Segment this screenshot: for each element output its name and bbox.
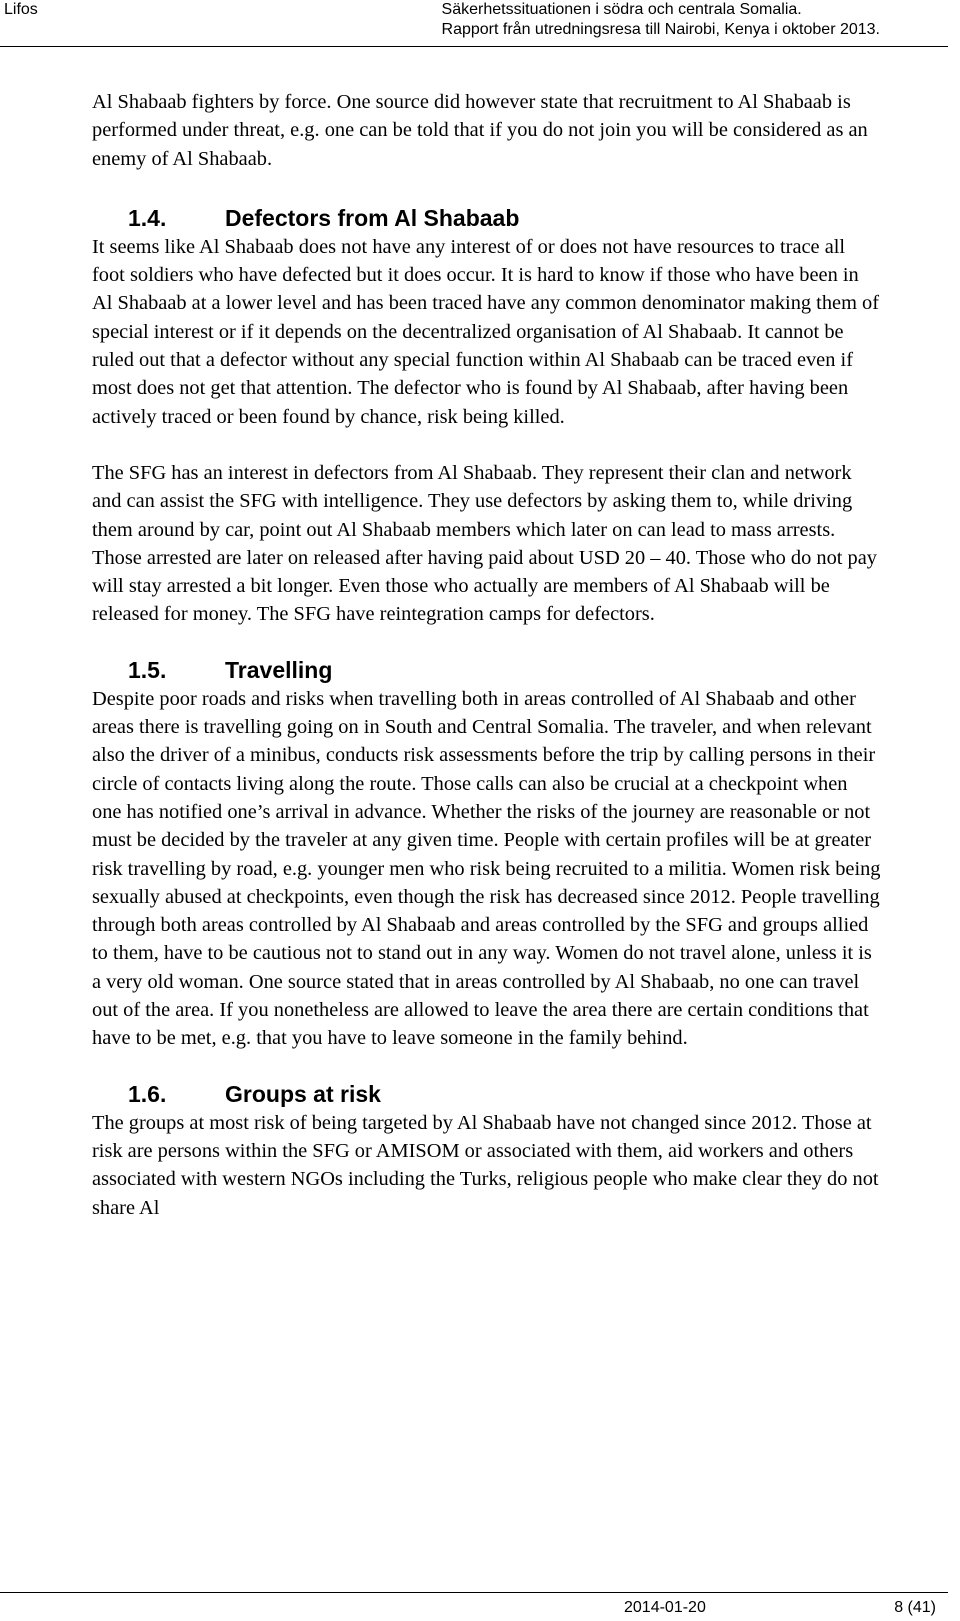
page-number: 8 (41)	[894, 1599, 936, 1616]
paragraph: The groups at most risk of being targeted by Al Shabaab have not changed since 2012. Those at risk are persons within the SFG or AMISOM or associated with them, aid workers and others associated with western NGOs including the Turks, religious people who make clear they do not share Al	[92, 1111, 879, 1219]
section-heading-defectors	[92, 203, 882, 233]
page-footer	[0, 1592, 948, 1621]
section-number: 1.5.	[128, 656, 167, 683]
header-title-line-2: Rapport från utredningsresa till Nairobi, Kenya i oktober 2013.	[441, 21, 880, 38]
document-body	[92, 88, 882, 1222]
section-heading-groups-at-risk	[92, 1079, 882, 1109]
footer-date: 2014-01-20	[624, 1599, 706, 1616]
header-organization: Lifos	[4, 1, 38, 18]
section-heading-travelling	[92, 655, 882, 685]
section-title: Travelling	[225, 656, 333, 683]
section-title: Defectors from Al Shabaab	[225, 204, 520, 231]
header-title-line-1: Säkerhetssituationen i södra och centrala Somalia.	[441, 1, 802, 18]
section-number: 1.6.	[128, 1080, 167, 1107]
section-number: 1.4.	[128, 204, 167, 231]
paragraph: It seems like Al Shabaab does not have any interest of or does not have resources to trace all foot soldiers who have defected but it does occur. It is hard to know if those who have been in Al Shabaab at a lower level and has been traced have any common denominator making them of special interest or if it depends on the decentralized organisation of Al Shabaab. It cannot be ruled out that a defector without any special function within Al Shabaab can be traced even if most does not get that attention. The defector who is found by Al Shabaab, after having been actively traced or been found by chance, risk being killed.	[92, 235, 880, 428]
header-document-title	[442, 0, 880, 40]
paragraph: Despite poor roads and risks when travelling both in areas controlled of Al Shabaab and other areas there is travelling going on in South and Central Somalia. The traveler, and when relevant also the driver of a minibus, conducts risk assessments before the trip by calling persons in their circle of contacts living along the route. Those calls can also be crucial at a checkpoint when one has notified one’s arrival in advance. Whether the risks of the journey are reasonable or not must be decided by the traveler at any given time. People with certain profiles will be at greater risk travelling by road, e.g. younger men who risk being recruited to a militia. Women risk being sexually abused at checkpoints, even though the risk has decreased since 2012. People travelling through both areas controlled by Al Shabaab and areas controlled by the SFG and groups allied to them, have to be cautious not to stand out in any way. Women do not travel alone, unless it is a very old woman. One source stated that in areas controlled by Al Shabaab, no one can travel out of the area. If you nonetheless are allowed to leave the area there are certain conditions that have to be met, e.g. that you have to leave someone in the family behind.	[92, 687, 881, 1050]
intro-paragraph: Al Shabaab fighters by force. One source did however state that recruitment to Al Shabaab is performed under threat, e.g. one can be told that if you do not join you will be considered as an enemy of Al Shabaab.	[92, 91, 868, 170]
page-header	[0, 0, 948, 47]
paragraph: The SFG has an interest in defectors from Al Shabaab. They represent their clan and network and can assist the SFG with intelligence. They use defectors by asking them to, while driving them around by car, point out Al Shabaab members which later on can lead to mass arrests. Those arrested are later on released after having paid about USD 20 – 40. Those who do not pay will stay arrested a bit longer. Even those who actually are members of Al Shabaab will be released for money. The SFG have reintegration camps for defectors.	[92, 461, 877, 626]
section-title: Groups at risk	[225, 1080, 381, 1107]
